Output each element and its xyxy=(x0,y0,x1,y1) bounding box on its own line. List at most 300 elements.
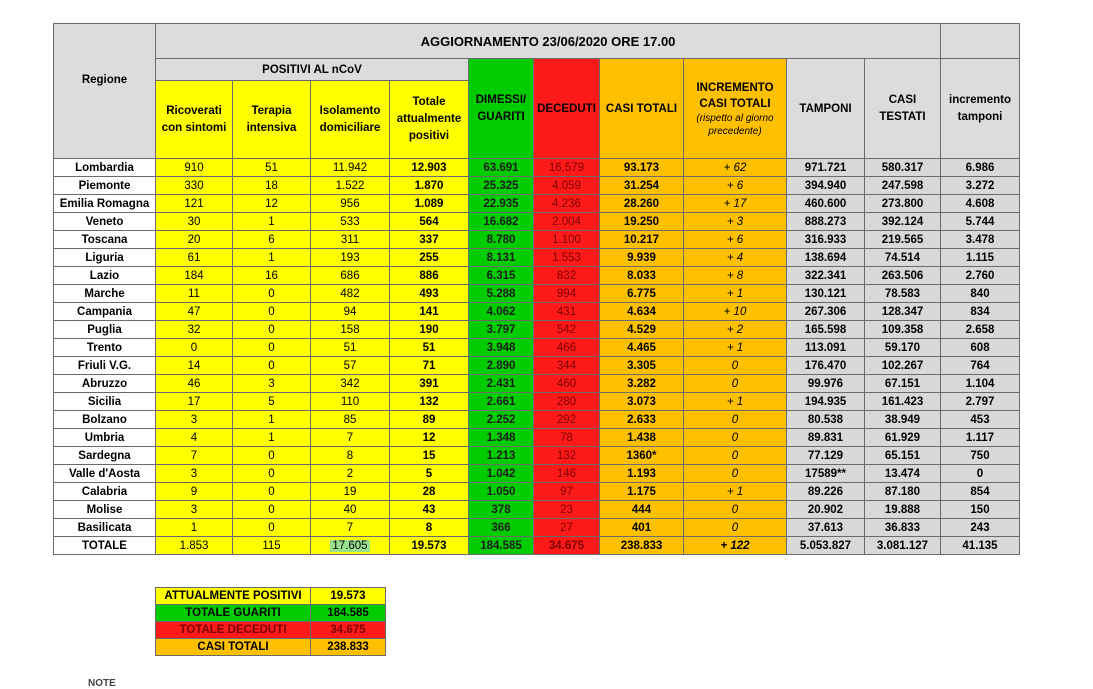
cell-ricoverati: 4 xyxy=(156,429,233,447)
cell-casi-totali: 6.775 xyxy=(600,285,684,303)
cell-isolamento: 94 xyxy=(311,303,390,321)
cell-incremento: + 62 xyxy=(684,159,787,177)
cell-deceduti: 280 xyxy=(534,393,600,411)
header-incremento-note: (rispetto al giorno precedente) xyxy=(696,112,774,137)
summary-value: 238.833 xyxy=(311,639,386,656)
cell-deceduti: 4.059 xyxy=(534,177,600,195)
cell-deceduti: 466 xyxy=(534,339,600,357)
cell-casi-testati: 128.347 xyxy=(865,303,941,321)
cell-isolamento: 7 xyxy=(311,429,390,447)
cell-incremento: 0 xyxy=(684,357,787,375)
cell-incremento: 0 xyxy=(684,429,787,447)
cell-incremento: + 17 xyxy=(684,195,787,213)
table-row xyxy=(54,501,1020,519)
cell-totale-positivi: 564 xyxy=(390,213,469,231)
cell-casi-totali: 10.217 xyxy=(600,231,684,249)
cell-casi-totali: 1360* xyxy=(600,447,684,465)
cell-casi-totali: 4.634 xyxy=(600,303,684,321)
summary-value: 184.585 xyxy=(311,605,386,622)
cell-incremento: + 1 xyxy=(684,393,787,411)
summary-label: TOTALE GUARITI xyxy=(156,605,311,622)
cell-deceduti: 542 xyxy=(534,321,600,339)
cell-ricoverati: 910 xyxy=(156,159,233,177)
cell-terapia: 0 xyxy=(233,483,311,501)
cell-casi-totali: 401 xyxy=(600,519,684,537)
header-regione: Regione xyxy=(54,24,156,159)
footer-note: NOTE xyxy=(88,678,116,689)
cell-incremento-tamponi: 2.658 xyxy=(941,321,1020,339)
cell-terapia: 0 xyxy=(233,339,311,357)
summary-label: CASI TOTALI xyxy=(156,639,311,656)
header-deceduti: DECEDUTI xyxy=(534,59,600,159)
cell-dimessi: 6.315 xyxy=(469,267,534,285)
cell-isolamento xyxy=(311,537,390,555)
cell-regione: Molise xyxy=(54,501,156,519)
cell-regione: Toscana xyxy=(54,231,156,249)
cell-dimessi: 8.780 xyxy=(469,231,534,249)
cell-deceduti: 344 xyxy=(534,357,600,375)
table-row xyxy=(54,285,1020,303)
cell-dimessi: 22.935 xyxy=(469,195,534,213)
cell-incremento-tamponi: 1.117 xyxy=(941,429,1020,447)
cell-isolamento: 158 xyxy=(311,321,390,339)
table-row xyxy=(54,483,1020,501)
cell-incremento-tamponi: 6.986 xyxy=(941,159,1020,177)
cell-incremento: + 122 xyxy=(684,537,787,555)
cell-incremento: 0 xyxy=(684,411,787,429)
cell-tamponi: 130.121 xyxy=(787,285,865,303)
cell-tamponi: 176.470 xyxy=(787,357,865,375)
cell-dimessi: 63.691 xyxy=(469,159,534,177)
summary-row xyxy=(156,622,386,639)
summary-label: ATTUALMENTE POSITIVI xyxy=(156,588,311,605)
cell-ricoverati: 47 xyxy=(156,303,233,321)
table-row xyxy=(54,357,1020,375)
cell-totale-positivi: 5 xyxy=(390,465,469,483)
cell-deceduti: 832 xyxy=(534,267,600,285)
cell-totale-positivi: 337 xyxy=(390,231,469,249)
cell-incremento-tamponi: 150 xyxy=(941,501,1020,519)
cell-ricoverati: 1.853 xyxy=(156,537,233,555)
table-row xyxy=(54,231,1020,249)
cell-casi-totali: 8.033 xyxy=(600,267,684,285)
cell-tamponi: 77.129 xyxy=(787,447,865,465)
cell-terapia: 6 xyxy=(233,231,311,249)
cell-incremento: + 2 xyxy=(684,321,787,339)
table-row xyxy=(54,213,1020,231)
cell-casi-totali: 238.833 xyxy=(600,537,684,555)
cell-terapia: 18 xyxy=(233,177,311,195)
cell-incremento: + 1 xyxy=(684,285,787,303)
cell-terapia: 0 xyxy=(233,357,311,375)
cell-ricoverati: 3 xyxy=(156,501,233,519)
cell-incremento: + 6 xyxy=(684,231,787,249)
cell-incremento: + 8 xyxy=(684,267,787,285)
cell-incremento: 0 xyxy=(684,501,787,519)
cell-casi-totali: 1.193 xyxy=(600,465,684,483)
cell-dimessi: 5.288 xyxy=(469,285,534,303)
cell-regione: Valle d'Aosta xyxy=(54,465,156,483)
cell-regione: Basilicata xyxy=(54,519,156,537)
cell-dimessi: 2.661 xyxy=(469,393,534,411)
cell-isolamento: 85 xyxy=(311,411,390,429)
cell-casi-testati: 392.124 xyxy=(865,213,941,231)
cell-incremento-tamponi: 4.608 xyxy=(941,195,1020,213)
header-dimessi: DIMESSI/ GUARITI xyxy=(469,59,534,159)
cell-regione: Veneto xyxy=(54,213,156,231)
cell-totale-positivi: 141 xyxy=(390,303,469,321)
cell-terapia: 1 xyxy=(233,249,311,267)
cell-incremento: 0 xyxy=(684,465,787,483)
cell-incremento-tamponi: 1.115 xyxy=(941,249,1020,267)
cell-incremento-tamponi: 834 xyxy=(941,303,1020,321)
cell-terapia: 5 xyxy=(233,393,311,411)
cell-totale-positivi: 12.903 xyxy=(390,159,469,177)
cell-casi-totali: 19.250 xyxy=(600,213,684,231)
cell-incremento-tamponi: 5.744 xyxy=(941,213,1020,231)
cell-ricoverati: 46 xyxy=(156,375,233,393)
cell-tamponi: 971.721 xyxy=(787,159,865,177)
cell-deceduti: 34.675 xyxy=(534,537,600,555)
cell-isolamento: 686 xyxy=(311,267,390,285)
cell-terapia: 0 xyxy=(233,465,311,483)
cell-terapia: 115 xyxy=(233,537,311,555)
cell-isolamento: 110 xyxy=(311,393,390,411)
cell-casi-testati: 74.514 xyxy=(865,249,941,267)
cell-deceduti: 146 xyxy=(534,465,600,483)
cell-deceduti: 78 xyxy=(534,429,600,447)
cell-regione: Lazio xyxy=(54,267,156,285)
header-incremento-tamponi: incremento tamponi xyxy=(941,59,1020,159)
cell-regione: Trento xyxy=(54,339,156,357)
cell-totale-positivi: 19.573 xyxy=(390,537,469,555)
cell-totale-positivi: 12 xyxy=(390,429,469,447)
cell-totale-positivi: 886 xyxy=(390,267,469,285)
cell-incremento-tamponi: 1.104 xyxy=(941,375,1020,393)
cell-tamponi: 138.694 xyxy=(787,249,865,267)
cell-casi-testati: 219.565 xyxy=(865,231,941,249)
cell-deceduti: 4.236 xyxy=(534,195,600,213)
cell-regione: Abruzzo xyxy=(54,375,156,393)
cell-ricoverati: 9 xyxy=(156,483,233,501)
cell-isolamento: 533 xyxy=(311,213,390,231)
cell-dimessi: 3.797 xyxy=(469,321,534,339)
header-totale-positivi: Totale attualmente positivi xyxy=(390,81,469,159)
cell-tamponi: 17589** xyxy=(787,465,865,483)
cell-dimessi: 2.431 xyxy=(469,375,534,393)
cell-isolamento: 57 xyxy=(311,357,390,375)
cell-ricoverati: 3 xyxy=(156,465,233,483)
cell-regione: Calabria xyxy=(54,483,156,501)
cell-dimessi: 1.348 xyxy=(469,429,534,447)
cell-regione: Piemonte xyxy=(54,177,156,195)
cell-regione: Emilia Romagna xyxy=(54,195,156,213)
header-casi-testati: CASI TESTATI xyxy=(865,59,941,159)
cell-regione: Campania xyxy=(54,303,156,321)
update-title: AGGIORNAMENTO 23/06/2020 ORE 17.00 xyxy=(156,24,941,59)
cell-ricoverati: 17 xyxy=(156,393,233,411)
cell-deceduti: 1.100 xyxy=(534,231,600,249)
cell-incremento: + 3 xyxy=(684,213,787,231)
cell-terapia: 0 xyxy=(233,519,311,537)
cell-casi-testati: 102.267 xyxy=(865,357,941,375)
cell-regione: Bolzano xyxy=(54,411,156,429)
cell-casi-testati: 36.833 xyxy=(865,519,941,537)
summary-box xyxy=(155,587,386,656)
cell-incremento-tamponi: 243 xyxy=(941,519,1020,537)
cell-terapia: 0 xyxy=(233,501,311,519)
cell-terapia: 51 xyxy=(233,159,311,177)
cell-incremento-tamponi: 453 xyxy=(941,411,1020,429)
cell-casi-testati: 109.358 xyxy=(865,321,941,339)
cell-casi-totali: 1.175 xyxy=(600,483,684,501)
header-positivi: POSITIVI AL nCoV xyxy=(156,59,469,81)
cell-casi-testati: 87.180 xyxy=(865,483,941,501)
table-row xyxy=(54,339,1020,357)
cell-casi-testati: 580.317 xyxy=(865,159,941,177)
cell-regione: Umbria xyxy=(54,429,156,447)
summary-row xyxy=(156,639,386,656)
cell-casi-totali: 93.173 xyxy=(600,159,684,177)
header-terapia: Terapia intensiva xyxy=(233,81,311,159)
summary-label: TOTALE DECEDUTI xyxy=(156,622,311,639)
table-row xyxy=(54,411,1020,429)
cell-tamponi: 37.613 xyxy=(787,519,865,537)
cell-dimessi: 1.050 xyxy=(469,483,534,501)
cell-casi-testati: 59.170 xyxy=(865,339,941,357)
cell-casi-testati: 13.474 xyxy=(865,465,941,483)
cell-tamponi: 99.976 xyxy=(787,375,865,393)
cell-ricoverati: 3 xyxy=(156,411,233,429)
cell-regione: Liguria xyxy=(54,249,156,267)
table-row xyxy=(54,519,1020,537)
cell-totale-positivi: 43 xyxy=(390,501,469,519)
cell-casi-testati: 38.949 xyxy=(865,411,941,429)
cell-dimessi: 184.585 xyxy=(469,537,534,555)
summary-value: 19.573 xyxy=(311,588,386,605)
table-row xyxy=(54,393,1020,411)
cell-totale-positivi: 8 xyxy=(390,519,469,537)
cell-casi-totali: 3.305 xyxy=(600,357,684,375)
cell-dimessi: 4.062 xyxy=(469,303,534,321)
cell-ricoverati: 330 xyxy=(156,177,233,195)
table-row xyxy=(54,177,1020,195)
header-tamponi: TAMPONI xyxy=(787,59,865,159)
table-row xyxy=(54,375,1020,393)
cell-casi-totali: 3.073 xyxy=(600,393,684,411)
cell-incremento-tamponi: 764 xyxy=(941,357,1020,375)
cell-deceduti: 16.579 xyxy=(534,159,600,177)
cell-regione: Sicilia xyxy=(54,393,156,411)
summary-row xyxy=(156,605,386,622)
table-row xyxy=(54,267,1020,285)
cell-terapia: 1 xyxy=(233,429,311,447)
cell-terapia: 16 xyxy=(233,267,311,285)
cell-incremento-tamponi: 2.760 xyxy=(941,267,1020,285)
table-row xyxy=(54,159,1020,177)
cell-deceduti: 460 xyxy=(534,375,600,393)
cell-dimessi: 8.131 xyxy=(469,249,534,267)
cell-deceduti: 97 xyxy=(534,483,600,501)
summary-row xyxy=(156,588,386,605)
header-blank xyxy=(941,24,1020,59)
cell-deceduti: 292 xyxy=(534,411,600,429)
cell-deceduti: 132 xyxy=(534,447,600,465)
cell-casi-totali: 28.260 xyxy=(600,195,684,213)
cell-incremento: 0 xyxy=(684,375,787,393)
cell-ricoverati: 32 xyxy=(156,321,233,339)
cell-deceduti: 23 xyxy=(534,501,600,519)
cell-isolamento: 40 xyxy=(311,501,390,519)
cell-tamponi: 89.226 xyxy=(787,483,865,501)
cell-casi-totali: 3.282 xyxy=(600,375,684,393)
cell-casi-testati: 263.506 xyxy=(865,267,941,285)
cell-dimessi: 2.252 xyxy=(469,411,534,429)
cell-casi-testati: 61.929 xyxy=(865,429,941,447)
cell-isolamento: 2 xyxy=(311,465,390,483)
cell-incremento: + 4 xyxy=(684,249,787,267)
cell-incremento: + 1 xyxy=(684,339,787,357)
cell-deceduti: 431 xyxy=(534,303,600,321)
cell-dimessi: 1.042 xyxy=(469,465,534,483)
cell-incremento-tamponi: 0 xyxy=(941,465,1020,483)
cell-tamponi: 5.053.827 xyxy=(787,537,865,555)
cell-regione: Puglia xyxy=(54,321,156,339)
total-row xyxy=(54,537,1020,555)
cell-totale-positivi: 1.089 xyxy=(390,195,469,213)
cell-casi-testati: 3.081.127 xyxy=(865,537,941,555)
table-body xyxy=(54,159,1020,555)
cell-casi-totali: 444 xyxy=(600,501,684,519)
cell-terapia: 1 xyxy=(233,411,311,429)
cell-ricoverati: 61 xyxy=(156,249,233,267)
cell-regione: Friuli V.G. xyxy=(54,357,156,375)
cell-dimessi: 1.213 xyxy=(469,447,534,465)
cell-incremento-tamponi: 750 xyxy=(941,447,1020,465)
header-isolamento: Isolamento domiciliare xyxy=(311,81,390,159)
cell-incremento-tamponi: 41.135 xyxy=(941,537,1020,555)
header-incremento xyxy=(684,59,787,159)
cell-totale-positivi: 255 xyxy=(390,249,469,267)
cell-tamponi: 165.598 xyxy=(787,321,865,339)
cell-isolamento: 7 xyxy=(311,519,390,537)
table-row xyxy=(54,321,1020,339)
cell-totale-positivi: 28 xyxy=(390,483,469,501)
cell-terapia: 0 xyxy=(233,447,311,465)
cell-regione: Lombardia xyxy=(54,159,156,177)
cell-isolamento: 482 xyxy=(311,285,390,303)
cell-deceduti: 1.553 xyxy=(534,249,600,267)
cell-isolamento: 1.522 xyxy=(311,177,390,195)
cell-ricoverati: 14 xyxy=(156,357,233,375)
cell-casi-testati: 273.800 xyxy=(865,195,941,213)
cell-totale-positivi: 51 xyxy=(390,339,469,357)
table-row xyxy=(54,249,1020,267)
table-row xyxy=(54,195,1020,213)
cell-ricoverati: 184 xyxy=(156,267,233,285)
cell-casi-totali: 1.438 xyxy=(600,429,684,447)
cell-deceduti: 27 xyxy=(534,519,600,537)
cell-tamponi: 316.933 xyxy=(787,231,865,249)
header-ricoverati: Ricoverati con sintomi xyxy=(156,81,233,159)
cell-tamponi: 194.935 xyxy=(787,393,865,411)
cell-regione: TOTALE xyxy=(54,537,156,555)
cell-tamponi: 267.306 xyxy=(787,303,865,321)
cell-terapia: 12 xyxy=(233,195,311,213)
cell-tamponi: 80.538 xyxy=(787,411,865,429)
cell-isolamento: 193 xyxy=(311,249,390,267)
cell-isolamento: 19 xyxy=(311,483,390,501)
cell-totale-positivi: 391 xyxy=(390,375,469,393)
cell-terapia: 1 xyxy=(233,213,311,231)
cell-isolamento: 51 xyxy=(311,339,390,357)
cell-deceduti: 994 xyxy=(534,285,600,303)
cell-tamponi: 89.831 xyxy=(787,429,865,447)
cell-ricoverati: 121 xyxy=(156,195,233,213)
cell-casi-totali: 2.633 xyxy=(600,411,684,429)
covid-regional-table xyxy=(53,23,1020,555)
cell-totale-positivi: 190 xyxy=(390,321,469,339)
table-row xyxy=(54,429,1020,447)
cell-terapia: 0 xyxy=(233,285,311,303)
cell-ricoverati: 1 xyxy=(156,519,233,537)
cell-regione: Marche xyxy=(54,285,156,303)
cell-tamponi: 113.091 xyxy=(787,339,865,357)
cell-dimessi: 366 xyxy=(469,519,534,537)
cell-dimessi: 25.325 xyxy=(469,177,534,195)
cell-regione: Sardegna xyxy=(54,447,156,465)
cell-casi-testati: 78.583 xyxy=(865,285,941,303)
cell-casi-totali: 9.939 xyxy=(600,249,684,267)
cell-totale-positivi: 15 xyxy=(390,447,469,465)
cell-ricoverati: 20 xyxy=(156,231,233,249)
cell-ricoverati: 7 xyxy=(156,447,233,465)
cell-ricoverati: 0 xyxy=(156,339,233,357)
cell-dimessi: 3.948 xyxy=(469,339,534,357)
cell-dimessi: 378 xyxy=(469,501,534,519)
table-row xyxy=(54,465,1020,483)
cell-terapia: 0 xyxy=(233,321,311,339)
cell-incremento-tamponi: 3.272 xyxy=(941,177,1020,195)
cell-casi-testati: 67.151 xyxy=(865,375,941,393)
cell-deceduti: 2.004 xyxy=(534,213,600,231)
cell-casi-testati: 247.598 xyxy=(865,177,941,195)
cell-incremento: + 6 xyxy=(684,177,787,195)
cell-tamponi: 394.940 xyxy=(787,177,865,195)
cell-totale-positivi: 493 xyxy=(390,285,469,303)
cell-terapia: 3 xyxy=(233,375,311,393)
cell-tamponi: 322.341 xyxy=(787,267,865,285)
cell-terapia: 0 xyxy=(233,303,311,321)
cell-isolamento: 8 xyxy=(311,447,390,465)
header-incremento-label: INCREMENTO CASI TOTALI xyxy=(696,81,774,110)
summary-value: 34.675 xyxy=(311,622,386,639)
cell-incremento-tamponi: 854 xyxy=(941,483,1020,501)
cell-totale-positivi: 89 xyxy=(390,411,469,429)
cell-incremento-tamponi: 840 xyxy=(941,285,1020,303)
cell-incremento-tamponi: 2.797 xyxy=(941,393,1020,411)
cell-casi-totali: 31.254 xyxy=(600,177,684,195)
cell-totale-positivi: 1.870 xyxy=(390,177,469,195)
cell-dimessi: 16.682 xyxy=(469,213,534,231)
cell-tamponi: 20.902 xyxy=(787,501,865,519)
cell-casi-testati: 161.423 xyxy=(865,393,941,411)
cell-incremento: + 1 xyxy=(684,483,787,501)
cell-isolamento: 311 xyxy=(311,231,390,249)
cell-tamponi: 888.273 xyxy=(787,213,865,231)
cell-dimessi: 2.890 xyxy=(469,357,534,375)
cell-totale-positivi: 71 xyxy=(390,357,469,375)
